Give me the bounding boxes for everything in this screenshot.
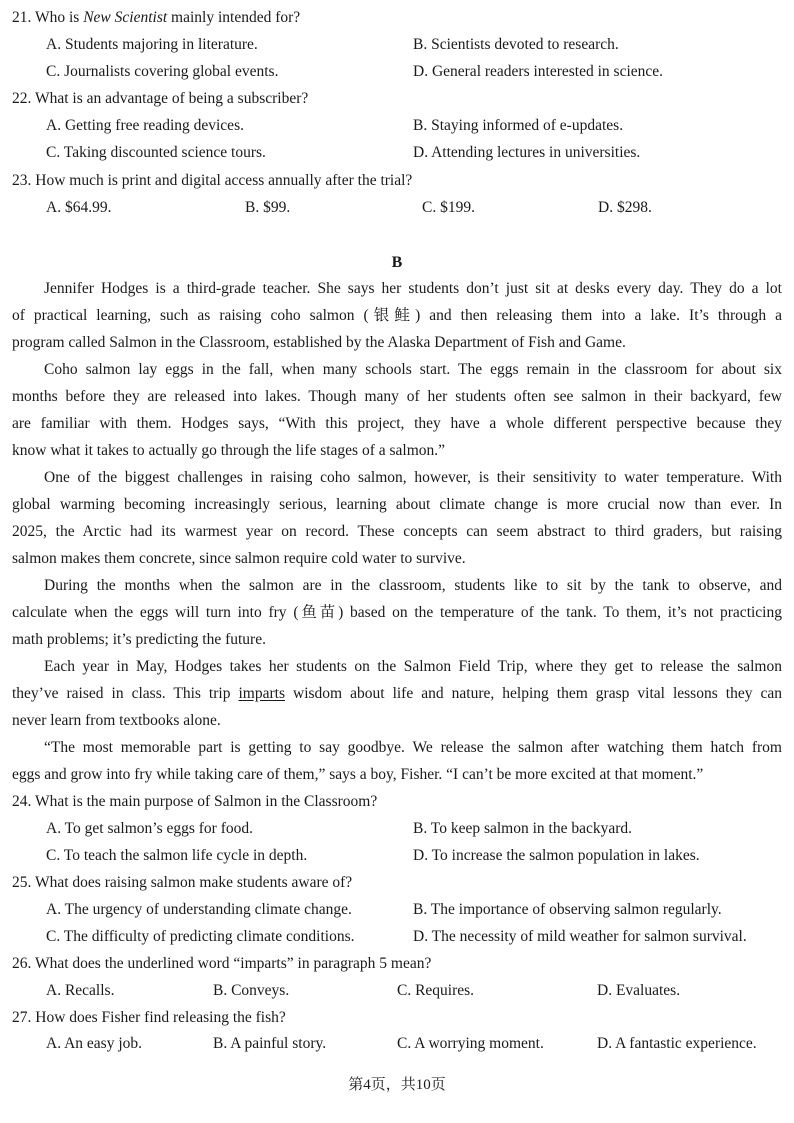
passage-line: global warming becoming increasingly serious, learning about climate change is more crucial now than ever. In: [12, 496, 782, 513]
passage-line: calculate when the eggs will turn into fry (鱼苗) based on the temperature of the tank. To them, it’s not practicing: [12, 604, 782, 621]
passage-line: One of the biggest challenges in raising coho salmon, however, is their sensitivity to water temperature. With: [44, 469, 782, 486]
passage-line: of practical learning, such as raising coho salmon (银鲑) and then releasing them into a lake. It’s through a: [12, 307, 782, 324]
passage-line: Jennifer Hodges is a third-grade teacher. She says her students don’t just sit at desks every day. They do a lot: [44, 280, 782, 297]
option-25-c[interactable]: C. The difficulty of predicting climate conditions.: [46, 928, 355, 945]
question-27-stem: 27. How does Fisher find releasing the fish?: [12, 1009, 286, 1026]
option-21-c[interactable]: C. Journalists covering global events.: [46, 63, 279, 80]
passage-line: “The most memorable part is getting to say goodbye. We release the salmon after watching them hatch from: [44, 739, 782, 756]
passage-text: they’ve raised in class. This trip: [12, 685, 239, 702]
option-26-a[interactable]: A. Recalls.: [46, 982, 115, 999]
passage-line: math problems; it’s predicting the future.: [12, 631, 266, 648]
passage-line: Coho salmon lay eggs in the fall, when many schools start. The eggs remain in the classroom for about six: [44, 361, 782, 378]
passage-line: are familiar with them. Hodges says, “With this project, they have a whole different perspective because they: [12, 415, 782, 432]
question-25-stem: 25. What does raising salmon make students aware of?: [12, 874, 353, 891]
option-22-d[interactable]: D. Attending lectures in universities.: [413, 144, 641, 161]
option-25-a[interactable]: A. The urgency of understanding climate change.: [46, 901, 352, 918]
passage-line: eggs and grow into fry while taking care of them,” says a boy, Fisher. “I can’t be more excited at that moment.”: [12, 766, 704, 783]
passage-line: During the months when the salmon are in the classroom, students like to sit by the tank to observe, and: [44, 577, 782, 594]
option-22-c[interactable]: C. Taking discounted science tours.: [46, 144, 266, 161]
option-26-c[interactable]: C. Requires.: [397, 982, 475, 999]
option-27-d[interactable]: D. A fantastic experience.: [597, 1035, 757, 1052]
passage-line: never learn from textbooks alone.: [12, 712, 221, 729]
passage-line: salmon makes them concrete, since salmon require cold water to survive.: [12, 550, 466, 567]
option-27-a[interactable]: A. An easy job.: [46, 1035, 143, 1052]
question-24-stem: 24. What is the main purpose of Salmon in the Classroom?: [12, 793, 378, 810]
option-24-d[interactable]: D. To increase the salmon population in lakes.: [413, 847, 700, 864]
option-24-a[interactable]: A. To get salmon’s eggs for food.: [46, 820, 253, 837]
passage-line: [12, 680, 782, 707]
option-25-d[interactable]: D. The necessity of mild weather for salmon survival.: [413, 928, 747, 945]
question-26-stem: 26. What does the underlined word “imparts” in paragraph 5 mean?: [12, 955, 432, 972]
magazine-title: New Scientist: [83, 9, 168, 26]
passage-line: know what it takes to actually go through the life stages of a salmon.”: [12, 442, 446, 459]
option-24-b[interactable]: B. To keep salmon in the backyard.: [413, 820, 633, 837]
passage-line: 2025, the Arctic had its warmest year on record. These concepts can seem abstract to third graders, but raising: [12, 523, 782, 540]
option-21-d[interactable]: D. General readers interested in science.: [413, 63, 664, 80]
option-26-d[interactable]: D. Evaluates.: [597, 982, 681, 999]
option-22-b[interactable]: B. Staying informed of e-updates.: [413, 117, 624, 134]
passage-line: months before they are released into lakes. Though many of her students often see salmon in their backyard, few: [12, 388, 782, 405]
option-21-b[interactable]: B. Scientists devoted to research.: [413, 36, 619, 53]
question-23-stem: 23. How much is print and digital access annually after the trial?: [12, 172, 413, 189]
section-title: B: [391, 254, 403, 271]
passage-text: wisdom about life and nature, helping them grasp vital lessons they can: [284, 685, 782, 702]
option-25-b[interactable]: B. The importance of observing salmon regularly.: [413, 901, 722, 918]
option-21-a[interactable]: A. Students majoring in literature.: [46, 36, 258, 53]
option-27-c[interactable]: C. A worrying moment.: [397, 1035, 544, 1052]
option-23-b[interactable]: B. $99.: [245, 199, 291, 216]
option-27-b[interactable]: B. A painful story.: [213, 1035, 327, 1052]
stem-text: 21. Who is: [12, 9, 84, 26]
option-23-a[interactable]: A. $64.99.: [46, 199, 112, 216]
passage-line: Each year in May, Hodges takes her students on the Salmon Field Trip, where they get to release the salmon: [44, 658, 782, 675]
page-number: 第4页，共10页: [348, 1077, 446, 1093]
question-22-stem: 22. What is an advantage of being a subscriber?: [12, 90, 309, 107]
passage-line: program called Salmon in the Classroom, established by the Alaska Department of Fish and Game.: [12, 334, 626, 351]
underlined-word: imparts: [238, 685, 285, 702]
option-23-d[interactable]: D. $298.: [598, 199, 652, 216]
option-26-b[interactable]: B. Conveys.: [213, 982, 290, 999]
option-22-a[interactable]: A. Getting free reading devices.: [46, 117, 244, 134]
option-24-c[interactable]: C. To teach the salmon life cycle in depth.: [46, 847, 308, 864]
question-21-stem: [12, 4, 782, 31]
option-23-c[interactable]: C. $199.: [422, 199, 475, 216]
stem-text: mainly intended for?: [167, 9, 301, 26]
